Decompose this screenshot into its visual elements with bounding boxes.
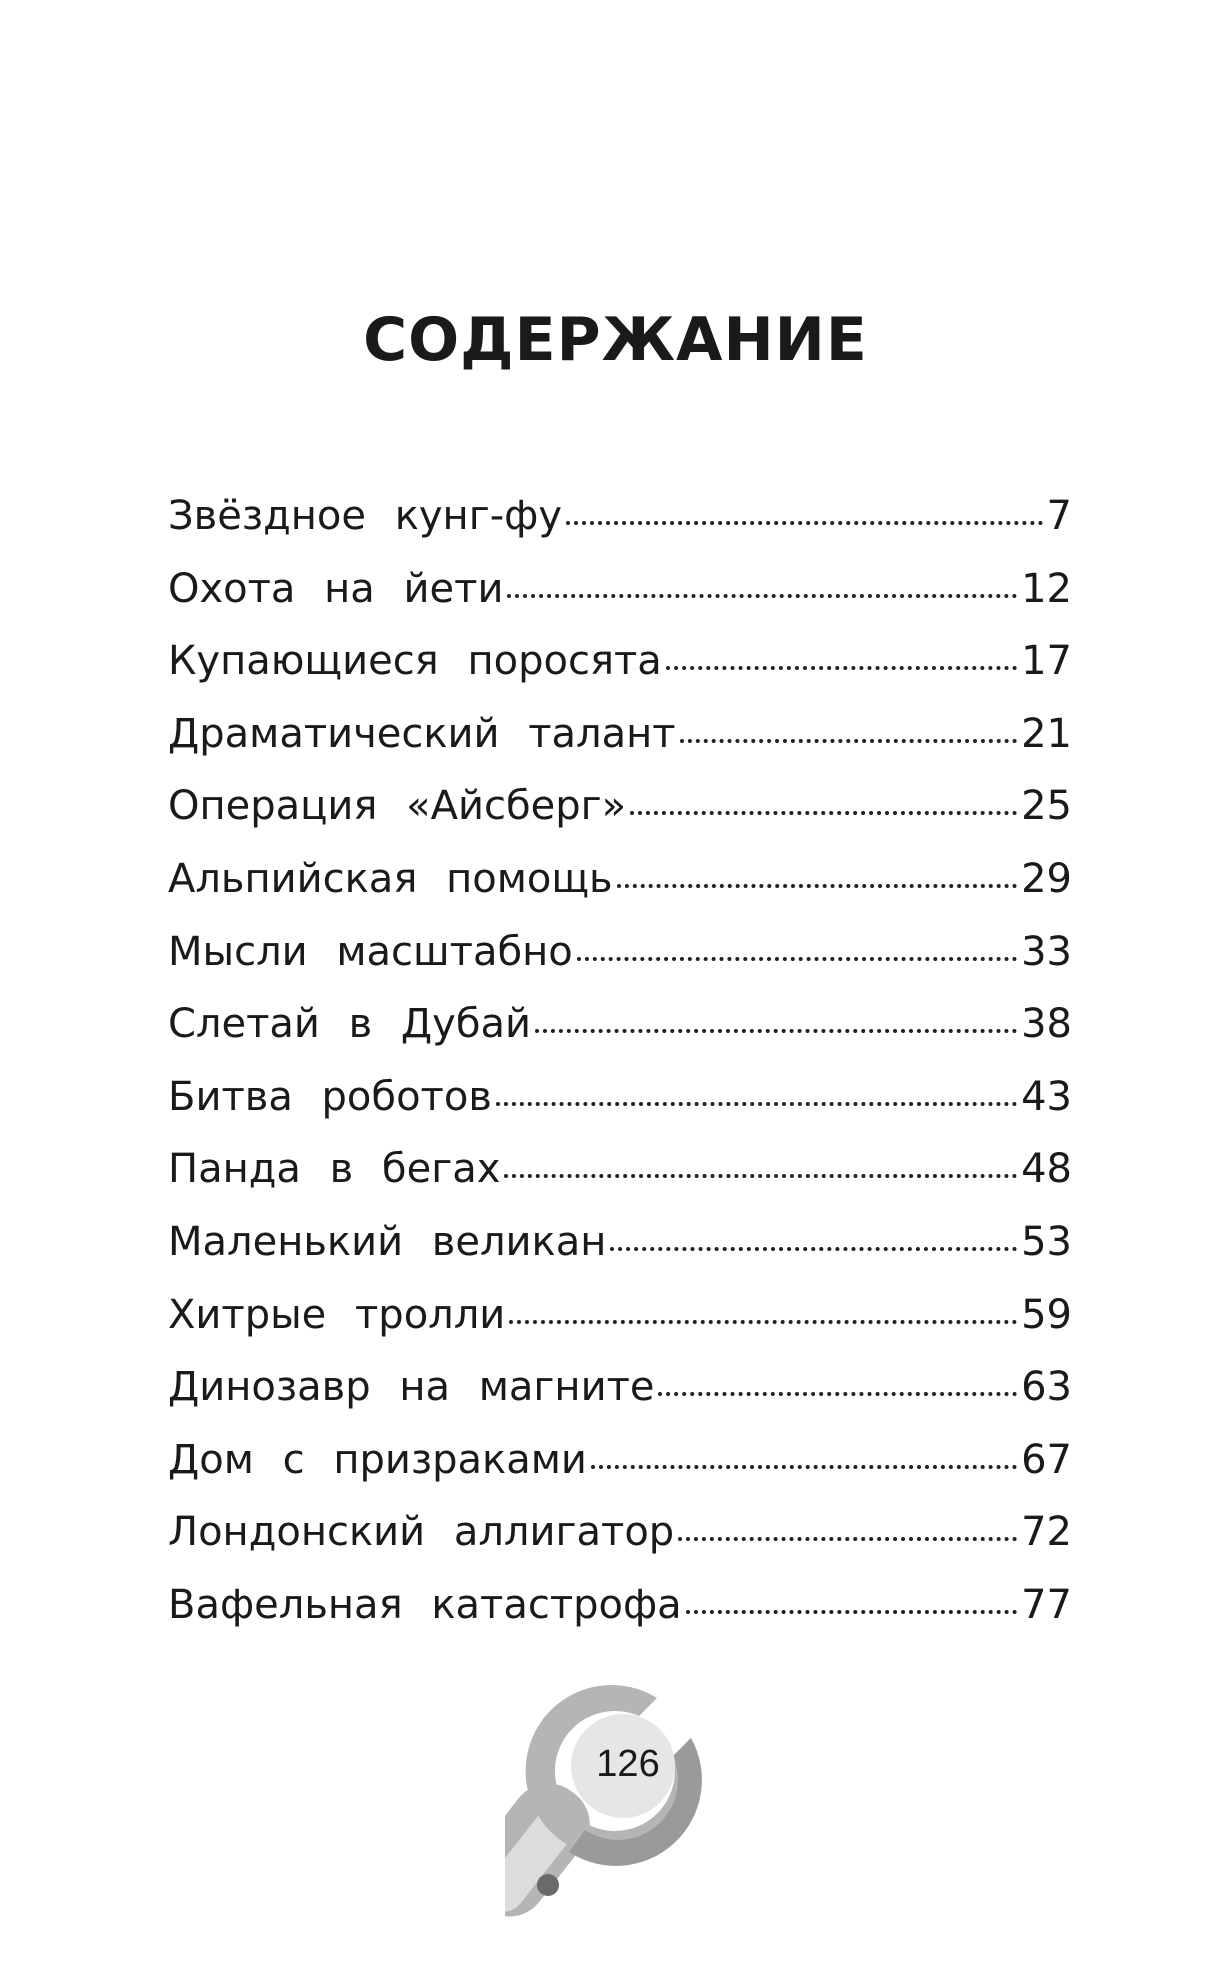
- toc-entry: [168, 843, 1072, 916]
- table-of-contents: [168, 480, 1072, 1642]
- toc-entry-title: Операция «Айсберг»: [168, 783, 627, 830]
- toc-entry-page: 48: [1021, 1146, 1072, 1193]
- toc-entry-title: Хитрые тролли: [168, 1291, 506, 1338]
- toc-entry-title: Лондонский аллигатор: [168, 1509, 675, 1556]
- toc-entry-title: Панда в бегах: [168, 1146, 501, 1193]
- toc-entry: [168, 1206, 1072, 1279]
- toc-leader-dots: [591, 1465, 1017, 1469]
- toc-entry-page: 67: [1021, 1436, 1072, 1483]
- toc-entry-page: 38: [1021, 1001, 1072, 1048]
- toc-entry-title: Альпийская помощь: [168, 855, 613, 902]
- toc-entry-title: Звёздное кунг-фу: [168, 493, 563, 539]
- toc-leader-dots: [630, 811, 1017, 815]
- toc-entry: [168, 988, 1072, 1061]
- toc-entry: [168, 480, 1072, 553]
- toc-entry-title: Вафельная катастрофа: [168, 1581, 682, 1628]
- wrench-icon: [505, 1680, 715, 1920]
- toc-entry: [168, 1496, 1072, 1569]
- toc-entry-page: 77: [1021, 1581, 1072, 1628]
- toc-entry-title: Купающиеся поросята: [168, 638, 662, 685]
- toc-entry-title: Маленький великан: [168, 1218, 607, 1265]
- toc-leader-dots: [680, 739, 1018, 743]
- toc-leader-dots: [535, 1029, 1017, 1033]
- toc-entry-title: Мысли масштабно: [168, 928, 573, 975]
- toc-entry-title: Охота на йети: [168, 565, 504, 612]
- toc-leader-dots: [509, 1320, 1017, 1324]
- toc-entry-page: 43: [1021, 1073, 1072, 1120]
- toc-entry-title: Динозавр на магните: [168, 1364, 655, 1411]
- toc-leader-dots: [507, 594, 1017, 598]
- toc-entry-page: 53: [1021, 1218, 1072, 1265]
- toc-entry-page: 25: [1021, 783, 1072, 830]
- toc-entry-page: 12: [1021, 565, 1072, 612]
- toc-leader-dots: [666, 666, 1017, 670]
- toc-entry-page: 59: [1021, 1291, 1072, 1338]
- toc-entry: [168, 1133, 1072, 1206]
- toc-leader-dots: [686, 1610, 1017, 1614]
- toc-entry: [168, 625, 1072, 698]
- toc-entry: [168, 1061, 1072, 1134]
- toc-entry: [168, 1279, 1072, 1352]
- toc-entry: [168, 1351, 1072, 1424]
- toc-entry-title: Слетай в Дубай: [168, 1001, 532, 1048]
- toc-entry-page: 63: [1021, 1364, 1072, 1411]
- toc-entry: [168, 916, 1072, 989]
- toc-leader-dots: [617, 884, 1017, 888]
- toc-entry: [168, 1424, 1072, 1497]
- page-number: 126: [596, 1743, 660, 1785]
- toc-leader-dots: [678, 1537, 1017, 1541]
- toc-entry-title: Драматический талант: [168, 710, 676, 757]
- toc-entry-page: 33: [1021, 928, 1072, 975]
- toc-entry-title: Дом с призраками: [168, 1436, 587, 1483]
- toc-entry: [168, 553, 1072, 626]
- toc-leader-dots: [610, 1247, 1017, 1251]
- toc-entry: [168, 698, 1072, 771]
- wrench-handle-hole: [537, 1874, 559, 1896]
- toc-leader-dots: [658, 1392, 1017, 1396]
- toc-leader-dots: [496, 1102, 1017, 1106]
- toc-leader-dots: [566, 521, 1043, 525]
- toc-entry: [168, 1569, 1072, 1642]
- toc-entry-page: 29: [1021, 855, 1072, 902]
- toc-entry-title: Битва роботов: [168, 1073, 492, 1120]
- toc-entry: [168, 770, 1072, 843]
- toc-entry-page: 7: [1046, 493, 1072, 539]
- toc-leader-dots: [577, 957, 1017, 961]
- toc-entry-page: 17: [1021, 638, 1072, 685]
- toc-leader-dots: [504, 1174, 1017, 1178]
- page-title: СОДЕРЖАНИЕ: [363, 305, 868, 375]
- toc-entry-page: 72: [1021, 1509, 1072, 1556]
- toc-entry-page: 21: [1021, 710, 1072, 757]
